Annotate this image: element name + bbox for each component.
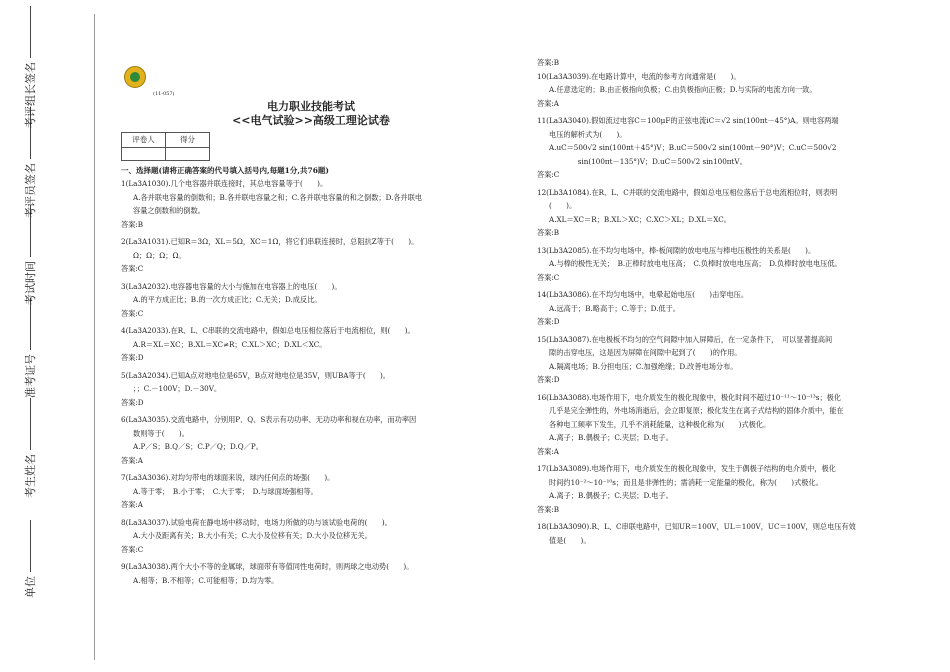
- binding-field-exam-id: 准考证号: [22, 298, 38, 398]
- question-options: 隙的击穿电压，这是因为屏障在间隙中起到了( )的作用。: [549, 348, 742, 357]
- answer-text: 答案:C: [121, 544, 144, 554]
- question-text: 11(La3A3040).假如流过电容C＝100μF的正弦电流iC＝√2 sin(100πt－45°)A。则电容两端: [537, 116, 839, 125]
- answer-text: 答案:A: [121, 500, 143, 509]
- answer-text: 答案:B: [121, 219, 144, 229]
- binding-field-examiner: 考评员签名: [22, 107, 38, 218]
- question-options: A.XL＝XC＝R；B.XL＞XC；C.XC＞XL；D.XL＝XC。: [549, 214, 731, 224]
- question-block: [121, 177, 461, 231]
- question-text: 13(Lb3A2085).在不均匀电场中，棒-板间隙的放电电压与棒电压极性的关系是( )。: [537, 245, 816, 255]
- question-text: 10(La3A3039).在电路计算中，电流的参考方向通常是( )。: [537, 71, 741, 81]
- score-cell[interactable]: [166, 147, 210, 160]
- question-options: A.的平方成正比；B.的一次方成正比；C.无关；D.成反比。: [133, 295, 322, 304]
- question-block: [121, 560, 461, 587]
- question-options: A.uC＝500√2 sin(100πt＋45°)V；B.uC＝500√2 sin(100πt－90°)V；C.uC＝500√2: [549, 143, 837, 152]
- question-text: 9(La3A3038).两个大小不等的金属球，球面带有等值同性电荷时，则两球之电动势( )。: [121, 562, 414, 571]
- score-table: [121, 132, 210, 161]
- binding-field-chief-examiner: 考评组长签名: [22, 6, 38, 128]
- header-logo: [121, 64, 461, 100]
- question-block: [537, 520, 887, 547]
- binding-field-unit: 单位: [22, 520, 38, 598]
- answer-text: 答案:B: [537, 228, 560, 237]
- question-text: 5(La3A2034).已知A点对地电位是65V，B点对地电位是35V，则UBA等于( )。: [121, 370, 390, 380]
- question-block: [121, 280, 461, 321]
- exam-subtitle: <<电气试验>>高级工理论试卷: [232, 114, 390, 127]
- answer-text: 答案:D: [537, 317, 560, 326]
- answer-text: 答案:B: [537, 504, 560, 514]
- question-block: [121, 235, 461, 276]
- question-options: 各种电工频率下发生，几乎不消耗能量，这种极化称为( )式极化。: [549, 419, 771, 429]
- answer-text: 答案:C: [121, 264, 144, 273]
- binding-margin: [22, 0, 97, 672]
- question-text: 12(Lb3A1084).在R、L、C并联的交流电路中，假如总电压相位落后于总电流相位时，则表明: [537, 187, 838, 197]
- answer-text: 答案:D: [121, 397, 144, 407]
- question-options: A.隔离电场；B.分担电压；C.加强绝缘；D.改善电场分布。: [549, 361, 738, 371]
- question-text: 8(La3A3037).试验电荷在静电场中移动时，电场力所做的功与该试验电荷的( )。: [121, 517, 392, 527]
- question-block: [121, 471, 461, 512]
- left-question-list: [121, 177, 461, 587]
- question-block: [121, 324, 461, 365]
- binding-field-exam-time: 考试时间: [22, 205, 38, 305]
- question-block: [537, 333, 887, 387]
- question-options: 几乎是完全弹性的，外电场消逝后，会立即复原；极化发生在离子式结构的固体介质中，能在: [549, 406, 844, 415]
- question-options: A.P／S；B.Q／S；C.P／Q；D.Q／P。: [133, 442, 263, 451]
- question-options: A.等于零； B.小于零； C.大于零； D.与球面场强相等。: [133, 486, 318, 496]
- question-text: 18(Lb3A3090).R、L、C串联电路中，已知UR＝100V，UL＝100V，UC＝100V，则总电压有效: [537, 522, 856, 531]
- question-text: 4(La3A2033).在R、L、C串联的交流电路中，假如总电压相位落后于电流相位，则( )。: [121, 326, 415, 335]
- right-column: [537, 56, 887, 547]
- question-options: 数则等于( )。: [133, 428, 189, 438]
- question-block: [121, 413, 461, 467]
- question-options: A.各并联电容量的倒数和；B.各并联电容量之和；C.各并联电容量的和之倒数；D.各并联电: [133, 192, 423, 202]
- question-options: ；；C.－100V；D.－30V。: [133, 384, 222, 393]
- answer-text: 答案:A: [121, 455, 143, 465]
- question-options: A.大小及距离有关；B.大小有关；C.大小及位移有关；D.大小及位移无关。: [133, 531, 372, 540]
- question-block: [537, 56, 887, 70]
- binding-field-name: 考生姓名: [22, 398, 38, 498]
- question-text: 7(La3A3036).对均匀带电的球面来说，球内任何点的场强( )。: [121, 473, 335, 482]
- answer-text: 答案:D: [121, 353, 144, 362]
- score-header-score: 得分: [166, 133, 210, 148]
- grader-cell[interactable]: [122, 147, 166, 160]
- question-block: [121, 369, 461, 410]
- question-text: 15(Lb3A3087).在电极板不均匀的空气间隙中加入屏障后，在一定条件下， 可以显著提高间: [537, 334, 833, 344]
- question-options: A.R＝XL＝XC；B.XL＝XC≠R；C.XL＞XC；D.XL＜XC。: [133, 339, 327, 349]
- question-options: 容量之倒数和的倒数。: [133, 206, 205, 215]
- question-block: [537, 186, 887, 240]
- question-block: [537, 462, 887, 516]
- question-options: A.离子；B.偶极子；C.夹层；D.电子。: [549, 433, 673, 442]
- question-block: [537, 114, 887, 182]
- question-options: 值是( )。: [549, 535, 591, 545]
- answer-text: 答案:D: [537, 375, 560, 384]
- answer-text: 答案:A: [537, 446, 559, 456]
- question-options: A.离子；B.偶极子；C.夹层；D.电子。: [549, 491, 673, 500]
- question-text: 14(Lb3A3086).在不均匀电场中，电晕起始电压( )击穿电压。: [537, 290, 749, 299]
- question-options: A.任意选定的；B.由正极指向负极；C.由负极指向正极；D.与实际的电流方向一致。: [549, 85, 817, 94]
- question-options: A.与棒的极性无关； B.正棒时放电电压高； C.负棒时放电电压高； D.负棒时放电电压低。: [549, 259, 842, 268]
- section-heading: 一、选择题(请将正确答案的代号填入括号内,每题1分,共76题): [121, 165, 329, 175]
- question-block: [537, 70, 887, 111]
- right-question-list: [537, 56, 887, 547]
- question-block: [537, 288, 887, 329]
- question-text: 2(La3A1031).已知R＝3Ω，XL＝5Ω，XC＝1Ω，将它们串联连接时，总阻抗Z等于( )。: [121, 237, 419, 246]
- question-options: ( )。: [549, 201, 577, 210]
- question-block: [537, 391, 887, 459]
- question-options: A.相等；B.不相等；C.可能相等；D.均为零。: [133, 575, 279, 585]
- question-options: A.远高于；B.略高于；C.等于；D.低于。: [549, 303, 680, 313]
- question-text: 17(Lb3A3089).电场作用下，电介质发生的极化现象中，发生于偶极子结构的电介质中，极化: [537, 464, 836, 473]
- question-text: 1(La3A1030).几个电容器并联连接时，其总电容量等于( )。: [121, 179, 328, 188]
- score-header-grader: 评卷人: [122, 133, 166, 148]
- question-block: [121, 516, 461, 557]
- question-text: 3(La3A2032).电容器电容量的大小与施加在电容器上的电压( )。: [121, 281, 342, 291]
- answer-text: 答案:C: [121, 308, 144, 318]
- logo-icon: [124, 66, 146, 88]
- question-options: sin(100πt－135°)V；D.uC＝500√2 sin100πtV。: [549, 156, 747, 166]
- question-text: 答案:B: [537, 58, 560, 67]
- question-options: 电压的解析式为( )。: [549, 129, 627, 139]
- answer-text: 答案:C: [537, 272, 560, 282]
- answer-text: 答案:C: [537, 170, 560, 179]
- question-options: Ω；Ω；Ω；Ω。: [133, 250, 186, 260]
- exam-title: 电力职业技能考试: [267, 100, 355, 113]
- question-text: 6(La3A3035).交流电路中，分别用P、Q、S表示有功功率、无功功率和视在功率，而功率因: [121, 415, 417, 424]
- question-options: 时间约10⁻²～10⁻¹⁰s；而且是非弹性的；需消耗一定能量的极化，称为( )式极化。: [549, 477, 823, 487]
- paper-code: (11-057): [153, 91, 175, 97]
- answer-text: 答案:A: [537, 98, 559, 108]
- question-text: 16(Lb3A3088).电场作用下，电介质发生的极化现象中，极化时间不超过10⁻¹¹～10⁻¹³s；极化: [537, 392, 842, 402]
- question-block: [537, 244, 887, 285]
- left-column: [121, 64, 461, 587]
